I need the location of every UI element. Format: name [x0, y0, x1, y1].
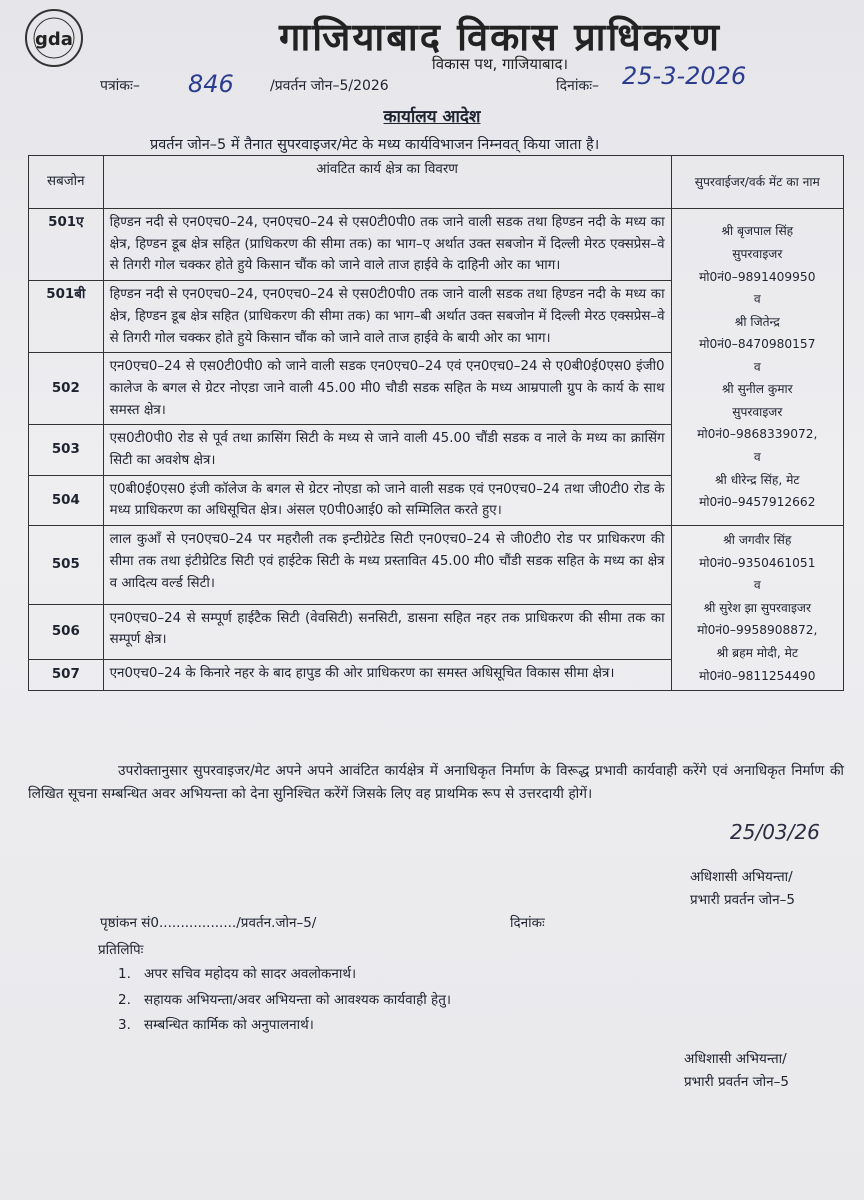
table-header-row: [29, 156, 844, 209]
zone-reference: /प्रवर्तन जोन–5/2026: [270, 78, 389, 94]
description-cell: ए0बी0ई0एस0 इंजी कॉलेज के बगल से ग्रेटर नोएडा को जाने वाली सडक एवं एन0एच0–24 तथा जी0टी0 रोड के मध्य प्राधिकरण का अधिसूचित क्षेत्र। अंसल ए0पी0आई0 को सम्मिलित करते हुए।: [103, 475, 671, 525]
signatory-subtitle: प्रभारी प्रवर्तन जोन–5: [690, 891, 795, 908]
gda-logo: [14, 8, 94, 68]
patrank-number: 846: [188, 70, 234, 98]
table-row: [29, 526, 844, 605]
copy-list: [118, 962, 451, 1039]
description-cell: हिण्डन नदी से एन0एच0–24, एन0एच0–24 से एस0टी0पी0 तक जाने वाली सडक तथा हिण्डन नदी के मध्य का क्षेत्र, हिण्डन डूब क्षेत्र सहित (प्राधिकरण की सीमा तक) का भाग–ए अर्थात उक्त सबजोन में दिल्ली मेरठ एक्सप्रेस–वे से तिगरी गोल चक्कर होते हुये किसान चौंक को जाने वाले ताज हाईवे के दाहिनी ओर का भाग।: [103, 209, 671, 281]
intro-line: प्रवर्तन जोन–5 में तैनात सुपरवाइजर/मेट के मध्य कार्यविभाजन निम्नवत् किया जाता है।: [150, 137, 600, 153]
supervisor-line: श्री ब्रहम मोदी, मेट: [716, 645, 799, 660]
description-cell: लाल कुऑं से एन0एच0–24 पर महरौली तक इन्टीग्रेटेड सिटी एन0एच0–24 से जी0टी0 रोड पर प्राधिकरण की सीमा तक तथा इंटीग्रेटिड सिटी एवं हाईटेक सिटी के मध्य प्रस्तावित 45.00 मी0 चौंडी सडक सहित के मध्य का क्षेत्र व आदित्य वर्ल्ड सिटी।: [103, 526, 671, 605]
supervisor-phone: मो0नं0–9811254490: [699, 668, 816, 683]
list-item: 1. अपर सचिव महोदय को सादर अवलोकनार्थ।: [118, 966, 357, 982]
supervisor-phone: मो0नं0–9868339072,: [697, 427, 818, 442]
authority-address: विकास पथ, गाजियाबाद।: [431, 55, 569, 73]
description-cell: हिण्डन नदी से एन0एच0–24, एन0एच0–24 से एस0टी0पी0 तक जाने वाली सडक तथा हिण्डन नदी के मध्य का क्षेत्र, हिण्डन डूब क्षेत्र सहित (प्राधिकरण की सीमा तक) का भाग–बी अर्थात उक्त सबजोन में दिल्ली मेरठ एक्सप्रेस–वे से तिगरी गोल चक्कर होते हुये किसान चौंक को जाने वाले ताज हाईवे के बायी ओर का भाग।: [103, 281, 671, 353]
footer-date-label: दिनांकः: [510, 915, 545, 931]
header-supervisor: सुपरवाईजर/वर्क मेंट का नाम: [671, 156, 843, 209]
supervisor-line: व: [753, 578, 761, 593]
subzone-cell: 504: [29, 475, 104, 525]
header-subzone: सबजोन: [29, 156, 104, 209]
supervisor-phone: मो0नं0–9891409950: [699, 269, 816, 284]
order-heading: कार्यालय आदेश: [383, 107, 481, 127]
copy-label: प्रतिलिपिः: [98, 942, 144, 958]
date-label: दिनांकः–: [556, 78, 600, 94]
subzone-cell: 503: [29, 425, 104, 475]
supervisor-line: श्री धीरेन्द्र सिंह, मेट: [715, 472, 800, 487]
table-row: [29, 209, 844, 281]
supervisor-phone: मो0नं0–8470980157: [699, 337, 816, 352]
supervisor-line: श्री जितेन्द्र: [734, 314, 780, 329]
handwritten-date: 25-3-2026: [622, 62, 747, 90]
list-item: 2. सहायक अभियन्ता/अवर अभियन्ता को आवश्यक कार्यवाही हेतु।: [118, 991, 452, 1008]
signatory-title: अधिशासी अभियन्ता/: [690, 869, 793, 885]
supervisor-line: श्री बृजपाल सिंह: [721, 224, 794, 239]
supervisor-cell-group-a: [671, 209, 843, 526]
description-cell: एन0एच0–24 के किनारे नहर के बाद हापुड की ओर प्राधिकरण का समस्त अधिसूचित विकास सीमा क्षेत्र।: [103, 659, 671, 690]
subzone-cell: 501बी: [29, 281, 104, 353]
authority-title: गाजियाबाद विकास प्राधिकरण: [279, 14, 721, 59]
list-item: 3. सम्बन्धित कार्मिक को अनुपालनार्थ।: [118, 1017, 314, 1034]
supervisor-line: श्री सुनील कुमार: [721, 382, 793, 397]
logo-text: gda: [35, 29, 73, 50]
signature-block-2: [684, 1048, 789, 1094]
supervisor-phone: मो0नं0–9350461051: [699, 555, 816, 570]
description-cell: एस0टी0पी0 रोड से पूर्व तथा क्रासिंग सिटी के मध्य से जाने वाली 45.00 चौंडी सडक व नाले के मध्य का क्रासिंग सिटी का अवशेष क्षेत्र।: [103, 425, 671, 475]
supervisor-line: सुपरवाइजर: [732, 404, 783, 419]
patrank-label: पत्रांकः–: [100, 78, 140, 94]
subzone-cell: 506: [29, 604, 104, 659]
signature-block-1: [690, 866, 795, 912]
subzone-cell: 501ए: [29, 209, 104, 281]
subzone-cell: 507: [29, 659, 104, 690]
prishthankan-line: पृष्ठांकन सं0................../प्रवर्तन.जोन–5/: [100, 915, 317, 931]
description-cell: एन0एच0–24 से एस0टी0पी0 को जाने वाली सडक एन0एच0–24 एवं एन0एच0–24 से ए0बी0ई0एस0 इंजी0 कालेज के बगल से ग्रेटर नोएडा जाने वाली 45.00 मी0 चौडी सडक सहित के मध्य आम्रपाली ग्रुप के कार्य के साथ समस्त क्षेत्र।: [103, 353, 671, 425]
subzone-cell: 502: [29, 353, 104, 425]
supervisor-phone: मो0नं0–9958908872,: [697, 623, 818, 638]
work-allocation-table: [28, 155, 844, 691]
supervisor-line: श्री जगवीर सिंह: [723, 533, 792, 548]
supervisor-line: सुपरवाइजर: [732, 246, 783, 261]
supervisor-line: व: [753, 292, 761, 307]
subzone-cell: 505: [29, 526, 104, 605]
supervisor-line: व: [753, 359, 761, 374]
supervisor-line: श्री सुरेश झा सुपरवाइजर: [703, 600, 811, 615]
handwritten-signature: 25/03/26: [730, 820, 820, 844]
signatory-subtitle: प्रभारी प्रवर्तन जोन–5: [684, 1073, 789, 1090]
description-cell: एन0एच0–24 से सम्पूर्ण हाईटैक सिटी (वेवसिटी) सनसिटी, डासना सहित नहर तक प्राधिकरण की सीमा तक का सम्पूर्ण क्षेत्र।: [103, 604, 671, 659]
supervisor-phone: मो0नं0–9457912662: [699, 495, 816, 510]
supervisor-line: व: [753, 450, 761, 465]
signatory-title: अधिशासी अभियन्ता/: [684, 1051, 787, 1067]
header-description: आंवटित कार्य क्षेत्र का विवरण: [103, 156, 671, 209]
instruction-paragraph: उपरोक्तानुसार सुपरवाइजर/मेट अपने अपने आवंटित कार्यक्षेत्र में अनाधिकृत निर्माण के विरूद्ध प्रभावी कार्यवाही करेंगे एवं अनाधिकृत निर्माण की लिखित सूचना सम्बन्धित अवर अभियन्ता को देना सुनिश्चित करेंगें जिसके लिए वह प्राथमिक रूप से उत्तरदायी होगें।: [28, 763, 844, 803]
supervisor-cell-group-b: [671, 526, 843, 691]
